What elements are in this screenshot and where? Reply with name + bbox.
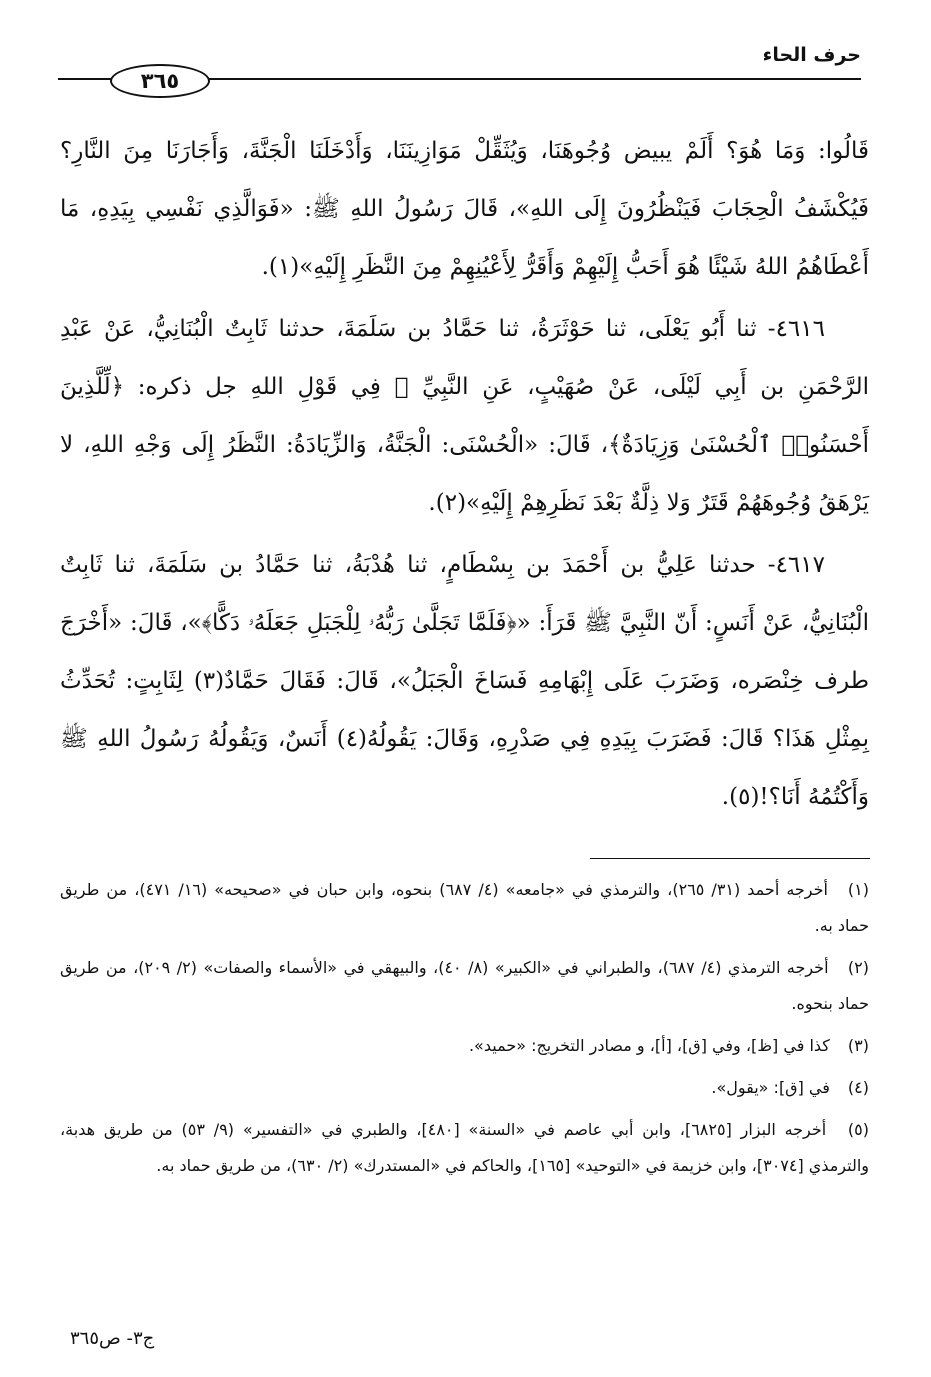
footnote-line: والصفات» (٢/ ٢٠٩)، من طريق حماد بنحوه.	[60, 958, 869, 1013]
footnote-marker: (١)	[847, 880, 869, 899]
running-head: حرف الحاء	[762, 44, 861, 66]
footnote-5	[60, 1112, 869, 1184]
main-text	[60, 122, 869, 826]
footnote-marker: (٥)	[847, 1120, 870, 1139]
page-reference: ج٣- ص٣٦٥	[70, 1328, 155, 1349]
text-line: ثَابِتٌ الْبُنَانِيُّ، عَنْ أَنَسٍ: أَنّ النَّبِيَّ ﷺ قَرَأَ: «﴿فَلَمَّا تَجَلَّىٰ رَبُّهُۥ لِلْجَبَلِ جَعَلَهُۥ	[60, 552, 869, 636]
paragraph-continuation	[60, 122, 869, 296]
text-line: وَجْهِ اللهِ، لا يَرْهَقُ وُجُوهَهُمْ قَتَرٌ وَلا ذِلَّةٌ بَعْدَ نَظَرِهِمْ إِلَيْهِ»(٢).	[60, 432, 869, 516]
text-line: عَنْ عَبْدِ الرَّحْمَنِ بن أَبِي لَيْلَى، عَنْ صُهَيْبٍ، عَنِ النَّبِيِّ ﷺ فِي قَوْلِ اللهِ جل ذكره:	[60, 316, 869, 400]
page-number: ٣٦٥	[110, 64, 210, 98]
text-line: قَالَ: فَقَالَ حَمَّادٌ(٣) لِثَابِتٍ: تُحَدِّثُ بِمِثْلِ هَذَا؟ قَالَ: فَضَرَبَ بِيَدِهِ فِي صَدْرِهِ،	[60, 668, 869, 752]
footnote-line: أخرجه البزار [٦٨٢٥]، وابن أبي عاصم في «السنة» [٤٨٠]، والطبري في «التفسير» (٩/ ٥٣) من	[143, 1120, 827, 1139]
text-line: ٤٦١٦- ثنا أَبُو يَعْلَى، ثنا حَوْثَرَةُ، ثنا حَمَّادُ بن سَلَمَةَ، حدثنا ثَابِتٌ الْبُنَانِيُّ،	[135, 316, 825, 342]
footnote-marker: (٣)	[847, 1036, 869, 1055]
hadith-4616	[60, 300, 869, 532]
hadith-4617	[60, 536, 869, 826]
footnote-line: طريق هدبة، والترمذي [٣٠٧٤]، وابن خزيمة في «التوحيد» [١٦٥]، والحاكم في «المستدرك»	[60, 1120, 869, 1175]
footnote-3	[60, 1028, 869, 1064]
footnote-separator	[590, 858, 870, 859]
text-line: ٤٦١٧- حدثنا عَلِيُّ بن أَحْمَدَ بن بِسْطَامٍ، ثنا هُدْبَةُ، ثنا حَمَّادُ بن سَلَمَةَ، ثنا	[102, 552, 825, 578]
footnote-line: في [ق]: «يقول».	[711, 1078, 830, 1097]
footnote-4	[60, 1070, 869, 1106]
footnote-line: (١٦/ ٤٧١)، من طريق حماد به.	[60, 880, 869, 935]
footnote-line: أخرجه أحمد (٣١/ ٢٦٥)، والترمذي في «جامعه» (٤/ ٦٨٧) بنحوه، وابن حبان في «صحيحه»	[207, 880, 828, 899]
text-line: بِيَدِهِ، مَا أَعْطَاهُمُ اللهُ شَيْئًا هُوَ أَحَبُّ إِلَيْهِمْ وَأَقَرُّ لِأَعْيُنِهِمْ مِنَ النَّظَرِ إِلَيْهِ»(١).	[60, 196, 869, 280]
footnote-line: كذا في [ظ]، وفي [ق]، [أ]، و مصادر التخريج: «حميد».	[468, 1036, 830, 1055]
footnote-line: (٢/ ٦٣٠)، من طريق حماد به.	[156, 1156, 349, 1175]
footnote-2	[60, 950, 869, 1022]
text-line: دَكًّا﴾»، قَالَ: «أَخْرَجَ طرف خِنْصَره، وَضَرَبَ عَلَى إِبْهَامِهِ فَسَاخَ الْجَبَلُ»،	[60, 610, 869, 694]
text-line: ﴿لِّلَّذِينَ أَحْسَنُوا۟ ٱلْحُسْنَىٰ وَزِيَادَةٌ﴾، قَالَ: «الْحُسْنَى: الْجَنَّةُ، وَالزِّيَادَةُ: النَّظَرُ إِلَى	[60, 374, 869, 458]
text-line: النَّارِ؟ فَيُكْشَفُ الْحِجَابَ فَيَنْظُرُونَ إِلَى اللهِ»، قَالَ رَسُولُ اللهِ ﷺ: «فَوَالَّذِي نَفْسِي	[60, 138, 870, 222]
text-line: قَالُوا: وَمَا هُوَ؟ أَلَمْ يبيض وُجُوهَنَا، وَيُثَقِّلْ مَوَازِينَنَا، وَأَدْخَلَنَا الْجَنَّةَ، وَأَجَارَنَا مِنَ	[110, 138, 869, 164]
footnote-marker: (٢)	[847, 958, 869, 977]
footnote-1	[60, 872, 869, 944]
footnotes	[60, 872, 869, 1190]
footnote-line: أخرجه الترمذي (٤/ ٦٨٧)، والطبراني في «الكبير» (٨/ ٤٠)، والبيهقي في «الأسماء	[272, 958, 829, 977]
footnote-marker: (٤)	[847, 1078, 869, 1097]
text-line: وَقَالَ: يَقُولُهُ(٤) أَنَسٌ، وَيَقُولُهُ رَسُولُ اللهِ ﷺ وَأَكْتُمُهُ أَنَا؟!(٥).	[60, 726, 869, 810]
